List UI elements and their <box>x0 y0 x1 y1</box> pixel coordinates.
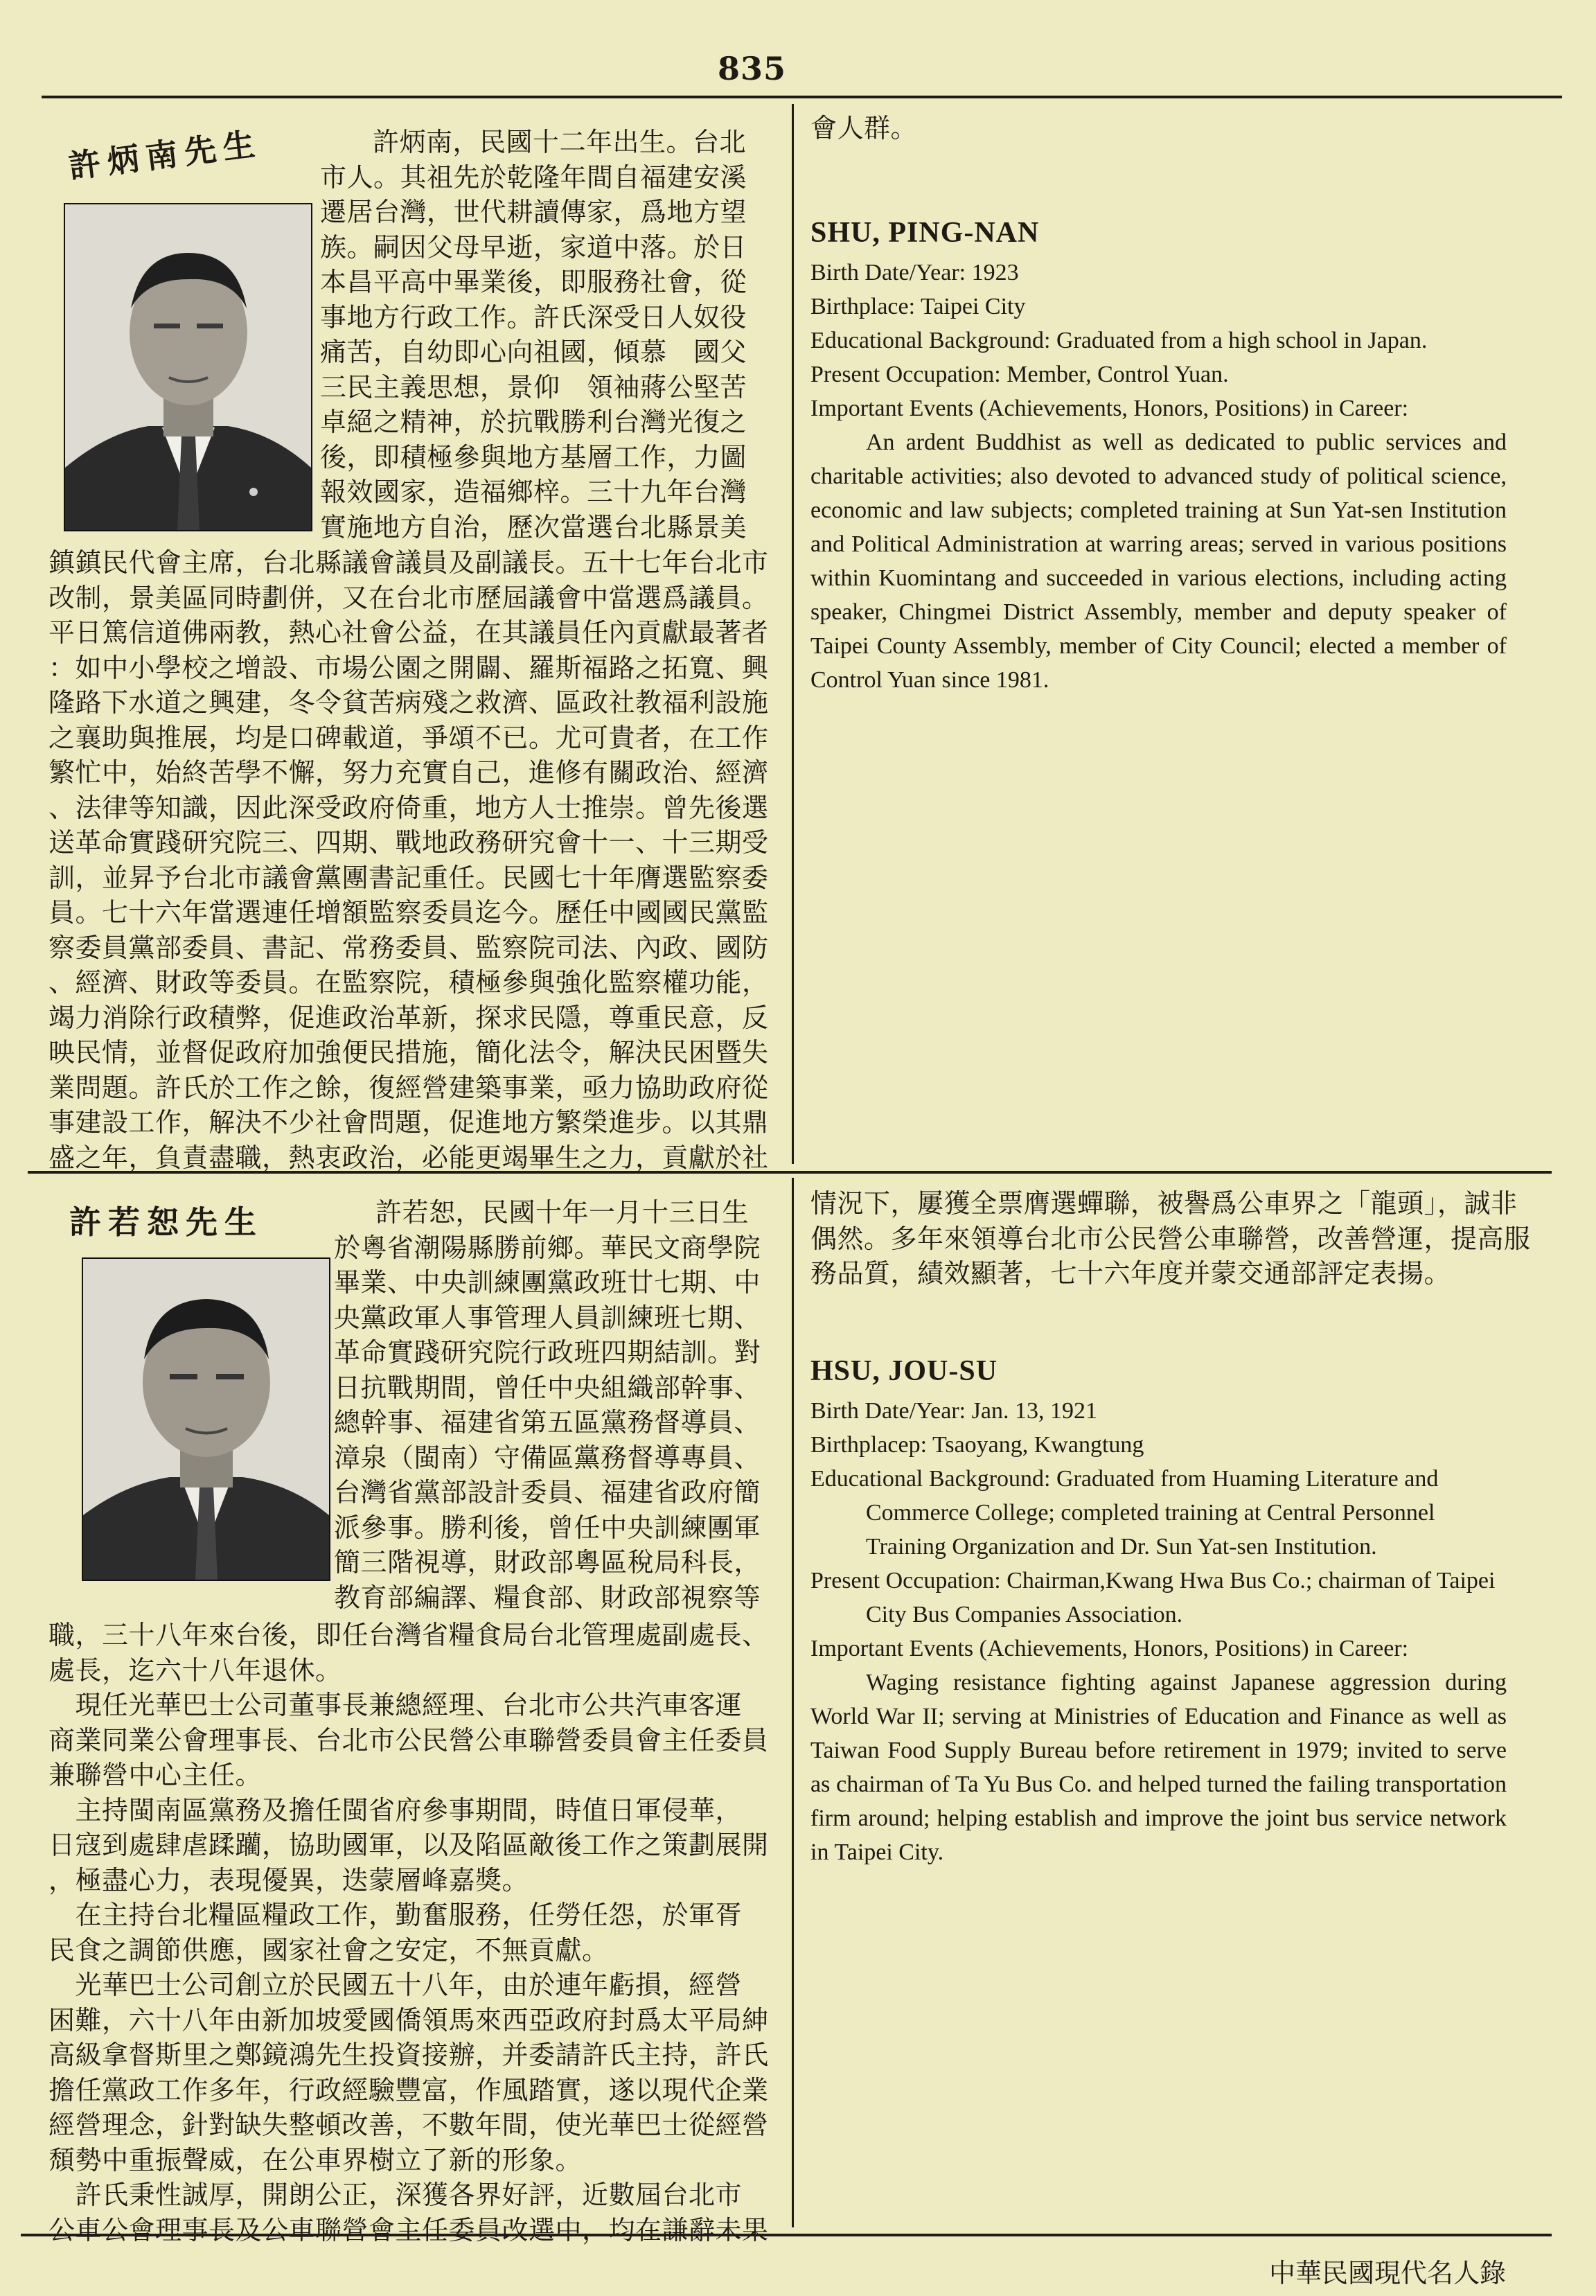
biography-chinese-continuation <box>810 1186 1531 1291</box>
bio-line: 遷居台灣，世代耕讀傳家，爲地方望 <box>320 197 747 227</box>
bio-line: 許若恕，民國十年一月十三日生 <box>375 1197 750 1228</box>
column-divider-bottom <box>792 1178 794 2227</box>
events-label: Important Events (Achievements, Honors, Positions) in Career: <box>810 396 1409 421</box>
portrait-photo <box>82 1257 330 1581</box>
occupation: Present Occupation: Chairman,Kwang Hwa Bus Co.; chairman of Taipei City Bus Companies Association. <box>810 1568 1496 1627</box>
bio-line: 商業同業公會理事長、台北市公民營公車聯營委員會主任委員 <box>48 1724 769 1756</box>
bio-line: 現任光華巴士公司董事長兼總經理、台北市公共汽車客運 <box>48 1690 743 1720</box>
portrait-photo <box>64 203 312 531</box>
biography-chinese-body <box>48 1618 783 2248</box>
bio-line: 、經濟、財政等委員。在監察院，積極參與強化監察權功能， <box>48 967 769 998</box>
bio-line: 業問題。許氏於工作之餘，復經營建築事業，亟力協助政府從 <box>48 1072 769 1103</box>
bio-line: 頹勢中重振聲威，在公車界樹立了新的形象。 <box>48 2144 583 2175</box>
bio-line: 處長，迄六十八年退休。 <box>48 1654 342 1686</box>
bio-line: 本昌平高中畢業後，即服務社會，從 <box>320 267 747 297</box>
bio-line: 映民情，並督促政府加強便民措施，簡化法令，解決民困暨失 <box>48 1037 769 1068</box>
bio-line: 高級拿督斯里之鄭鏡鴻先生投資接辦，并委請許氏主持，許氏 <box>48 2040 769 2070</box>
bio-line: ，極盡心力，表現優異，迭蒙層峰嘉獎。 <box>48 1864 529 1896</box>
bio-line: 卓絕之精神，於抗戰勝利台灣光復之 <box>320 407 747 437</box>
bio-line: 在主持台北糧區糧政工作，勤奮服務，任勞任怨，於軍胥 <box>48 1900 743 1930</box>
top-rule <box>42 96 1562 98</box>
bio-line: 教育部編譯、糧食部、財政部視察等 <box>334 1582 761 1613</box>
bio-line: 偶然。多年來領導台北市公民營公車聯營，改善營運，提高服 <box>810 1223 1531 1254</box>
bio-line: 市人。其祖先於乾隆年間自福建安溪 <box>320 161 747 193</box>
education: Educational Background: Graduated from Huaming Literature and Commerce College; completed training at Central Personnel Training Organization and Dr. Sun Yat-sen Institution. <box>810 1466 1439 1560</box>
bio-line: 光華巴士公司創立於民國五十八年，由於連年虧損，經營 <box>48 1970 743 2000</box>
bio-line: 訓，並昇予台北市議會黨團書記重任。民國七十年膺選監察委 <box>48 862 769 893</box>
bio-line: 繁忙中，始終苦學不懈，努力充實自己，進修有關政治、經濟 <box>48 757 769 788</box>
bio-line: 平日篤信道佛兩教，熱心社會公益，在其議員任內貢獻最著者 <box>48 617 769 648</box>
column-divider-top <box>792 104 794 1164</box>
bio-line: 主持閩南區黨務及擔任閩省府參事期間，時值日軍侵華， <box>48 1794 743 1826</box>
entry-name-english: SHU, PING-NAN <box>810 217 1040 249</box>
birth-date: Birth Date/Year: 1923 <box>810 260 1019 285</box>
biography-english <box>810 1354 1507 1869</box>
bio-line: 之襄助與推展，均是口碑載道，爭頌不已。尤可貴者，在工作 <box>48 722 769 753</box>
bio-line: 事地方行政工作。許氏深受日人奴役 <box>320 301 747 333</box>
occupation: Present Occupation: Member, Control Yuan. <box>810 362 1229 387</box>
bio-line: 漳泉（閩南）守備區黨務督導專員、 <box>334 1442 761 1473</box>
events-label: Important Events (Achievements, Honors, Positions) in Career: <box>810 1636 1409 1661</box>
biography-chinese-body <box>48 545 783 1175</box>
biography-chinese-continuation <box>810 111 917 146</box>
birthplace: Birthplacep: Tsaoyang, Kwangtung <box>810 1432 1144 1458</box>
bio-line: 台灣省黨部設計委員、福建省政府簡 <box>334 1477 761 1508</box>
bio-line: 盛之年，負責盡職，熱衷政治，必能更竭畢生之力，貢獻於社 <box>48 1142 769 1173</box>
bio-line: 情況下，屢獲全票膺選蟬聯，被譽爲公車界之「龍頭」，誠非 <box>810 1188 1518 1219</box>
bio-line: 民食之調節供應，國家社會之安定，不無貢獻。 <box>48 1934 609 1966</box>
events-text: An ardent Buddhist as well as dedicated to public services and charitable activities; also devoted to advanced study of political science, economic and law subjects; completed training at Sun Yat-sen Institution and Political Administration at warring areas; served in various positions within Kuomintang and succeeded in various elections, including acting speaker, Chingmei District Assembly, member and deputy speaker of Taipei County Assembly, member of City Council; elected a member of Control Yuan since 1981. <box>810 430 1507 693</box>
bio-line: 鎮鎮民代會主席，台北縣議會議員及副議長。五十七年台北市 <box>48 547 769 578</box>
entry-name-chinese: 許炳南先生 <box>66 124 264 186</box>
bio-line: 隆路下水道之興建，冬令貧苦病殘之救濟、區政社教福利設施 <box>48 687 769 718</box>
bio-line: 簡三階視導，財政部粵區稅局科長， <box>334 1547 761 1578</box>
bio-line: 族。嗣因父母早逝，家道中落。於日 <box>320 231 747 263</box>
bio-line: 畢業、中央訓練團黨政班廿七期、中 <box>334 1267 761 1298</box>
bio-line: 許氏秉性誠厚，開朗公正，深獲各界好評，近數屆台北市 <box>48 2180 743 2210</box>
bio-line: 改制，景美區同時劃併，又在台北市歷屆議會中當選爲議員。 <box>48 582 769 613</box>
bio-line: 派參事。勝利後，曾任中央訓練團軍 <box>334 1512 761 1543</box>
bio-line: 經營理念，針對缺失整頓改善，不數年間，使光華巴士從經營 <box>48 2110 769 2140</box>
bio-line: 務品質，績效顯著，七十六年度并蒙交通部評定表揚。 <box>810 1258 1451 1289</box>
bio-line: 日抗戰期間，曾任中央組織部幹事、 <box>334 1372 761 1403</box>
bio-line: 三民主義思想，景仰 領袖蔣公堅苦 <box>320 371 747 403</box>
birthplace: Birthplace: Taipei City <box>810 294 1026 319</box>
bio-line: 總幹事、福建省第五區黨務督導員、 <box>334 1407 761 1438</box>
bio-line: 會人群。 <box>810 113 918 143</box>
portrait-image <box>83 1259 329 1580</box>
bio-line: 痛苦，自幼即心向祖國，傾慕 國父 <box>320 337 747 367</box>
bio-line: 兼聯營中心主任。 <box>48 1760 263 1790</box>
bio-line: 革命實踐研究院行政班四期結訓。對 <box>334 1337 761 1368</box>
bio-line: 報效國家，造福鄉梓。三十九年台灣 <box>320 477 747 507</box>
biography-chinese-intro <box>320 125 777 545</box>
bio-line: 後，即積極參與地方基層工作，力圖 <box>320 441 747 473</box>
birth-date: Birth Date/Year: Jan. 13, 1921 <box>810 1398 1097 1424</box>
bio-line: 察委員黨部委員、書記、常務委員、監察院司法、內政、國防 <box>48 932 769 963</box>
entry-name-chinese: 許若恕先生 <box>69 1203 263 1241</box>
portrait-image <box>65 204 311 530</box>
page-number: 835 <box>718 50 787 87</box>
biography-chinese-intro <box>334 1195 777 1615</box>
bio-line: 職，三十八年來台後，即任台灣省糧食局台北管理處副處長、 <box>48 1620 769 1650</box>
bio-line: 事建設工作，解決不少社會問題，促進地方繁榮進步。以其鼎 <box>48 1107 769 1138</box>
entry-name-english: HSU, JOU-SU <box>810 1355 998 1387</box>
bio-line: 實施地方自治，歷次當選台北縣景美 <box>320 511 747 542</box>
bio-line: 送革命實踐研究院三、四期、戰地政務研究會十一、十三期受 <box>48 827 769 858</box>
bio-line: 竭力消除行政積弊，促進政治革新，探求民隱，尊重民意，反 <box>48 1002 769 1033</box>
bio-line: 公車公會理事長及公車聯營會主任委員改選中，均在謙辭未果 <box>48 2214 769 2245</box>
bio-line: 央黨政軍人事管理人員訓練班七期、 <box>334 1302 761 1333</box>
biography-english <box>810 216 1507 697</box>
education: Educational Background: Graduated from a high school in Japan. <box>810 328 1428 353</box>
bio-line: 許炳南，民國十二年出生。台北 <box>373 127 747 157</box>
book-title-footer: 中華民國現代名人錄 <box>1268 2258 1506 2288</box>
bio-line: 員。七十六年當選連任增額監察委員迄今。歷任中國國民黨監 <box>48 897 769 928</box>
bio-line: 困難，六十八年由新加坡愛國僑領馬來西亞政府封爲太平局紳 <box>48 2004 769 2036</box>
bio-line: 、法律等知識，因此深受政府倚重，地方人士推崇。曾先後選 <box>48 792 769 823</box>
bio-line: 於粵省潮陽縣勝前鄉。華民文商學院 <box>334 1232 761 1263</box>
bio-line: ：如中小學校之增設、市場公園之開闢、羅斯福路之拓寬、興 <box>48 652 769 683</box>
bio-line: 日寇到處肆虐蹂躪，協助國軍，以及陷區敵後工作之策劃展開 <box>48 1830 769 1860</box>
events-text: Waging resistance fighting against Japanese aggression during World War II; serving at Ministries of Education and Finance as well as Taiwan Food Supply Bureau before retirement in 1979; invited to serve as chairman of Ta Yu Bus Co. and helped turned the failing transportation firm around; helping establish and improve the joint bus service network in Taipei City. <box>810 1670 1507 1865</box>
bio-line: 擔任黨政工作多年，行政經驗豐富，作風踏實，遂以現代企業 <box>48 2074 769 2105</box>
